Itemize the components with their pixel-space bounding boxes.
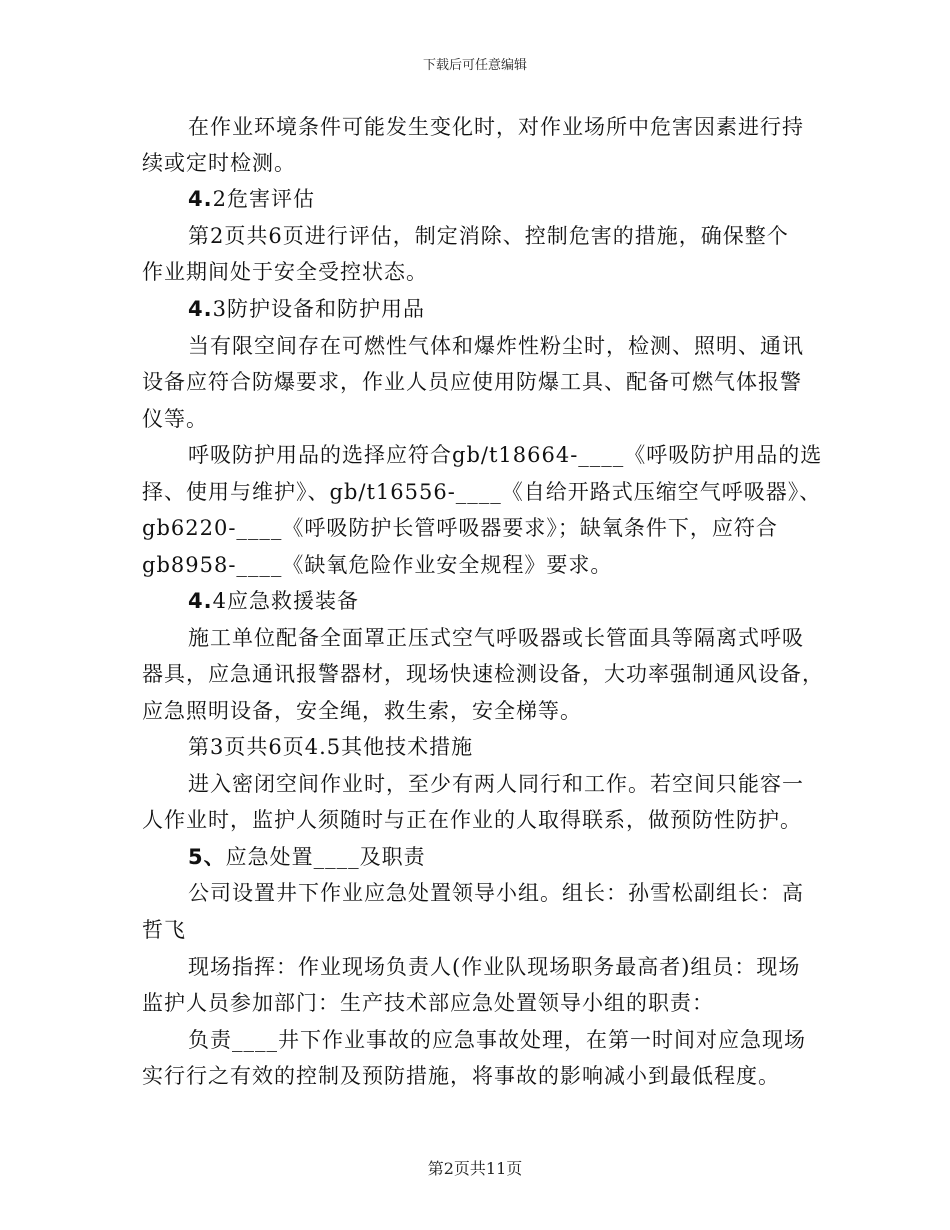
section-heading-4-3: [188, 299, 425, 320]
text-line: 人作业时，监护人须随时与正在作业的人取得联系，做预防性防护。: [142, 808, 802, 832]
text-line: 哲飞: [142, 918, 186, 942]
section-number: 4.: [188, 297, 213, 321]
page-footer: 第2页共11页: [427, 1159, 523, 1178]
section-number: 4.: [188, 589, 213, 613]
text-line: 实行行之有效的控制及预防措施，将事故的影响减小到最低程度。: [142, 1064, 780, 1088]
text-line: 应急照明设备，安全绳，救生索，安全梯等。: [142, 699, 582, 723]
section-number: 5、: [188, 845, 226, 869]
section-title: 4应急救援装备: [212, 589, 359, 613]
text-line: 第3页共6页4.5其他技术措施: [188, 735, 474, 759]
section-heading-4-4: [188, 591, 359, 612]
text-line: 进入密闭空间作业时，至少有两人同行和工作。若空间只能容一: [188, 772, 804, 796]
text-line: 仪等。: [142, 407, 208, 431]
text-line: 第2页共6页进行评估，制定消除、控制危害的措施，确保整个: [188, 224, 789, 248]
text-line: 施工单位配备全面罩正压式空气呼吸器或长管面具等隔离式呼吸: [188, 626, 804, 650]
text-line: gb8958-____《缺氧危险作业安全规程》要求。: [142, 553, 613, 577]
text-line: 呼吸防护用品的选择应符合gb/t18664-____《呼吸防护用品的选: [188, 443, 823, 467]
text-line: 在作业环境条件可能发生变化时，对作业场所中危害因素进行持: [188, 115, 804, 139]
text-line: 当有限空间存在可燃性气体和爆炸性粉尘时，检测、照明、通讯: [188, 334, 804, 358]
section-title: 3防护设备和防护用品: [212, 297, 425, 321]
text-line: 现场指挥：作业现场负责人(作业队现场职务最高者)组员：现场: [188, 955, 801, 979]
section-heading-4-2: [188, 189, 315, 210]
text-line: 作业期间处于安全受控状态。: [142, 260, 428, 284]
text-line: 设备应符合防爆要求，作业人员应使用防爆工具、配备可燃气体报警: [142, 370, 802, 394]
page-header: 下载后可任意编辑: [422, 58, 527, 73]
section-title: 应急处置____及职责: [225, 845, 426, 869]
text-line: 续或定时检测。: [142, 151, 296, 175]
section-title: 2危害评估: [212, 187, 315, 211]
text-line: 监护人员参加部门：生产技术部应急处置领导小组的职责：: [142, 991, 714, 1015]
text-line: 负责____井下作业事故的应急事故处理，在第一时间对应急现场: [188, 1028, 806, 1052]
text-line: 择、使用与维护》、gb/t16556-____《自给开路式压缩空气呼吸器》、: [142, 480, 822, 504]
section-heading-5: [188, 847, 426, 868]
text-line: gb6220-____《呼吸防护长管呼吸器要求》；缺氧条件下，应符合: [142, 516, 778, 540]
section-number: 4.: [188, 187, 213, 211]
text-line: 公司设置井下作业应急处置领导小组。组长：孙雪松副组长：高: [188, 881, 804, 905]
text-line: 器具，应急通讯报警器材，现场快速检测设备，大功率强制通风设备，: [142, 662, 824, 686]
